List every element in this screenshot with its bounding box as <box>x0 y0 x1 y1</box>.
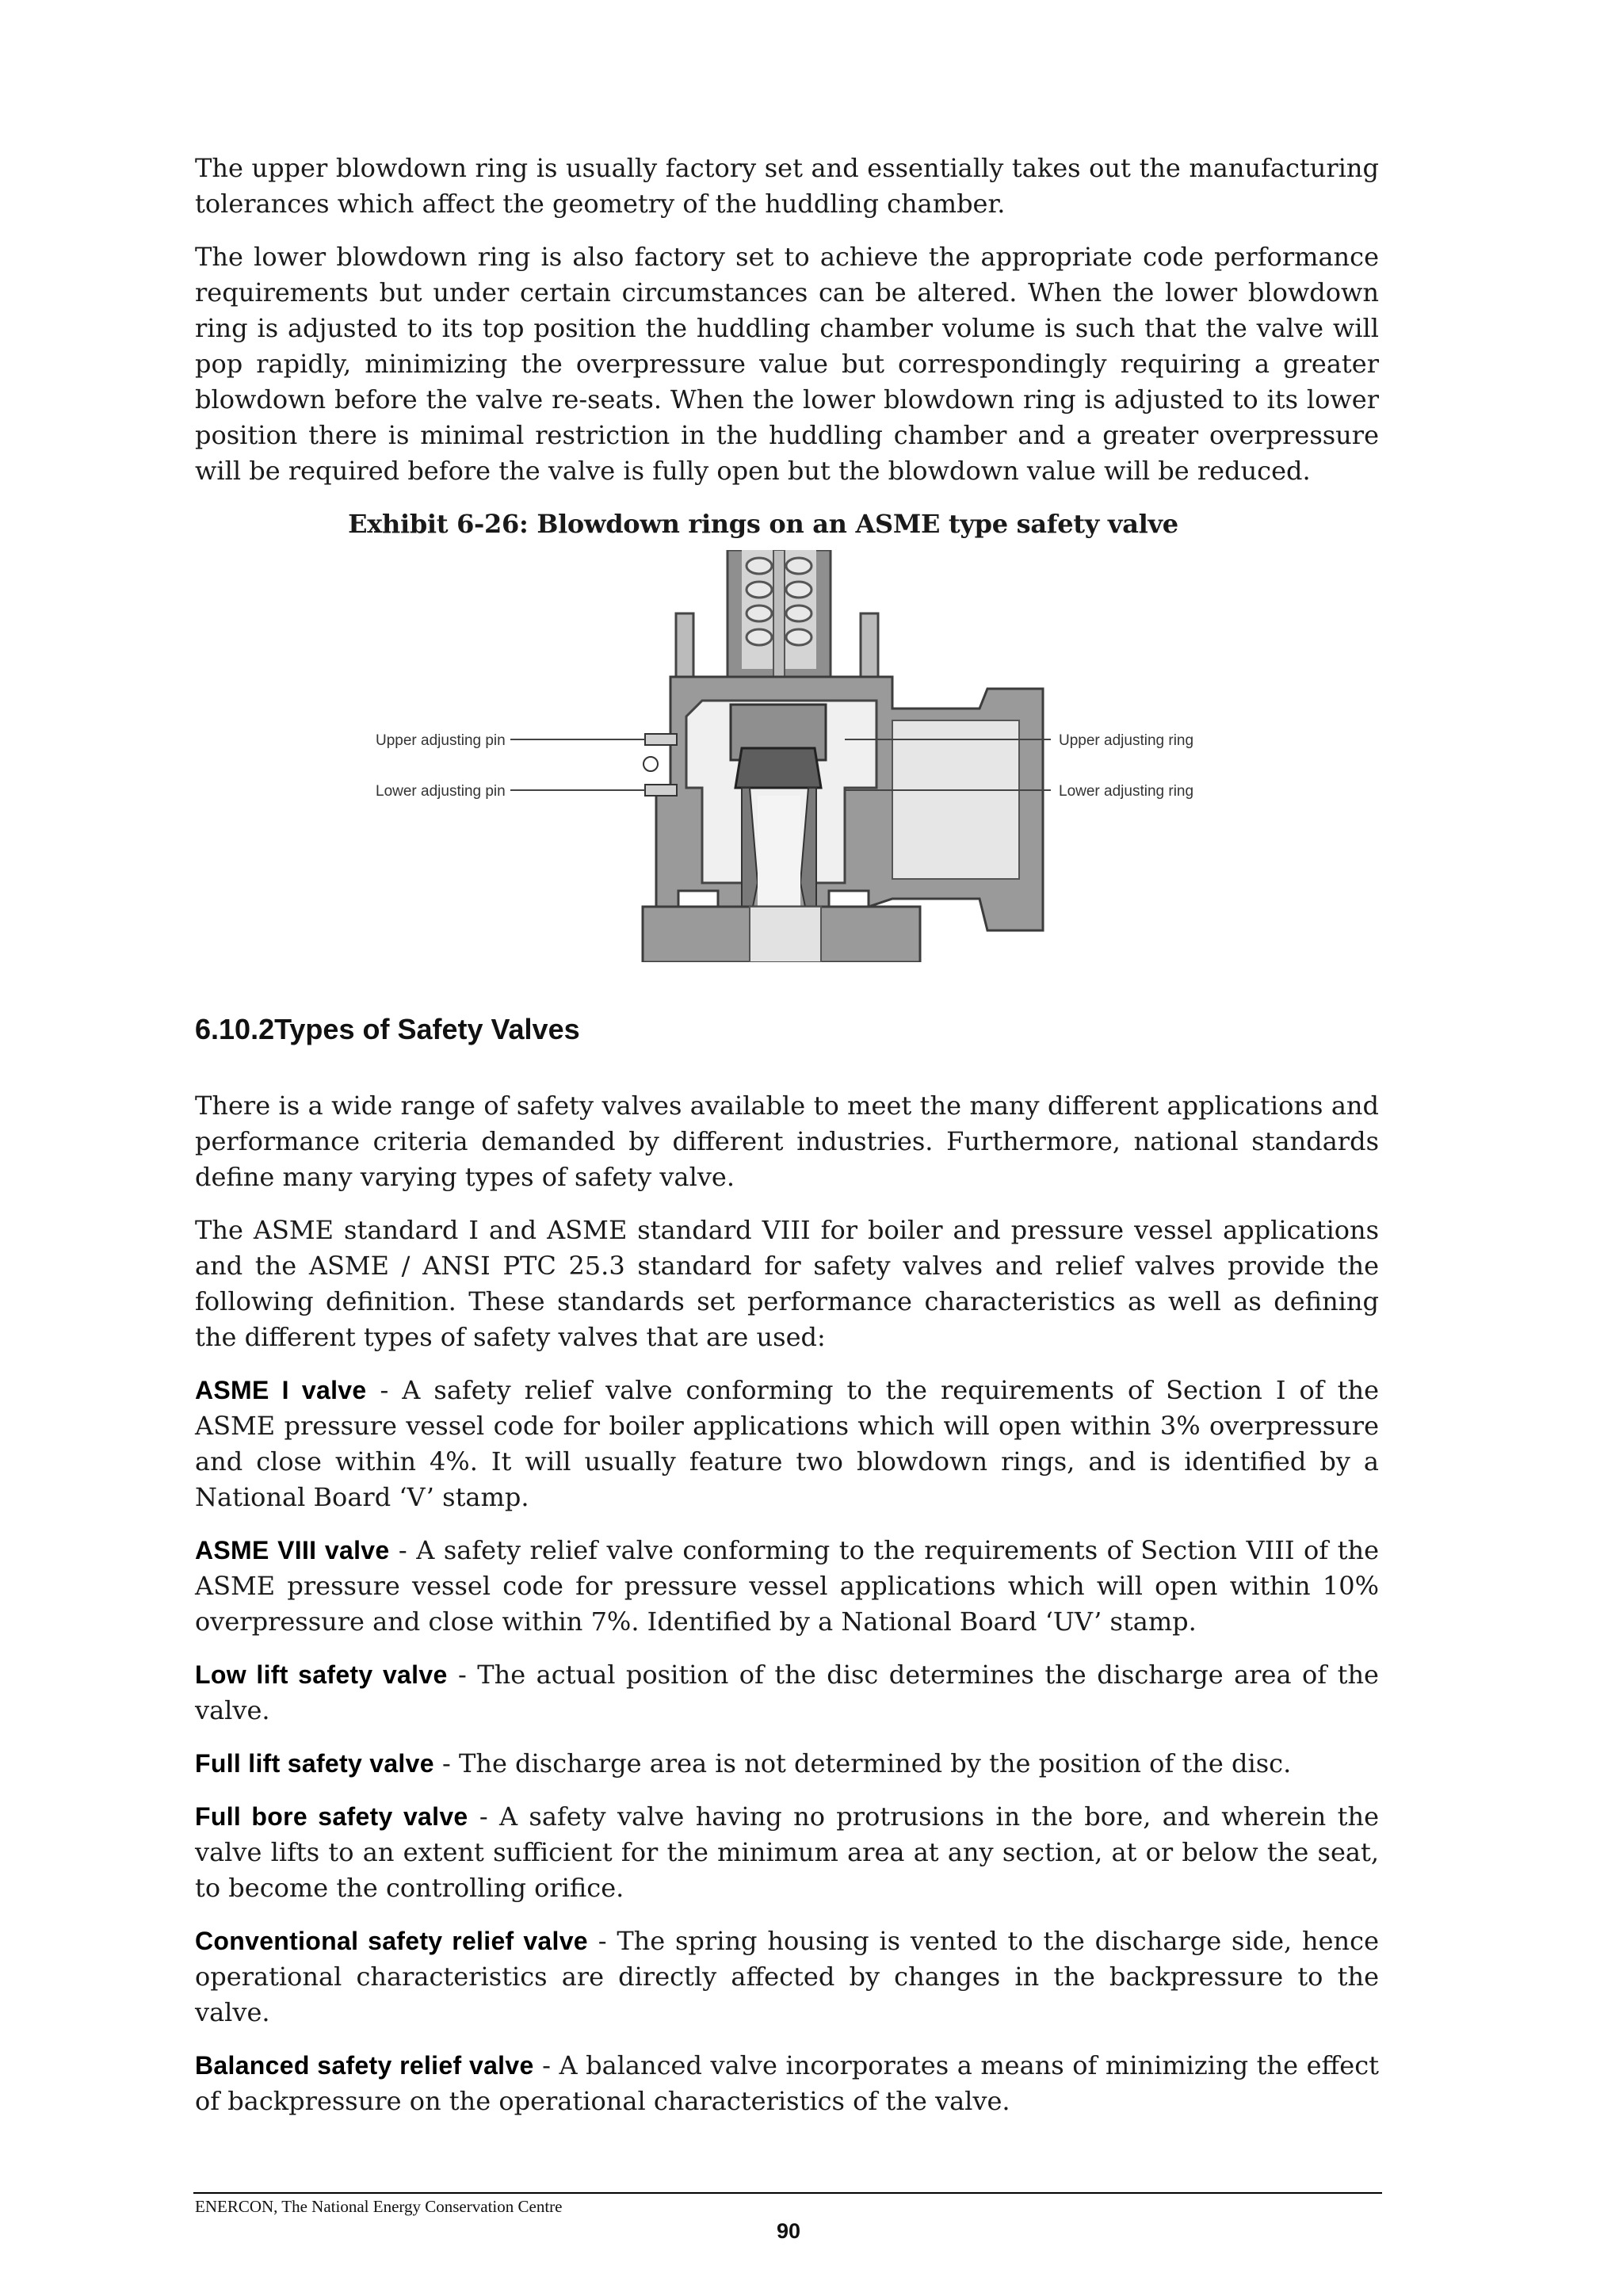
definition-term: ASME I valve <box>195 1376 367 1404</box>
definition-text: - A safety relief valve conforming to the requirements of Section I of the ASME pressure vessel code for boiler applications which will open within 3% overpressure and close within 4%. It will usually feature two blowdown rings, and is identified by a National Board ‘V’ stamp. <box>195 1375 1380 1512</box>
section-heading: 6.10.2Types of Safety Valves <box>195 1013 580 1045</box>
footer-divider <box>193 2192 1382 2194</box>
definition-term: Balanced safety relief valve <box>195 2051 534 2080</box>
paragraph: The upper blowdown ring is usually factory set and essentially takes out the manufacturing tolerances which affect the geometry of the huddling chamber. <box>195 153 1379 219</box>
definition-text: - A safety valve having no protrusions in the bore, and wherein the valve lifts to an extent sufficient for the minimum area at any section, at or below the seat, to become the controlling orifice. <box>195 1801 1380 1903</box>
definition-item <box>195 1657 1379 1729</box>
valve-figure <box>195 550 1379 962</box>
definition-term: ASME VIII valve <box>195 1536 390 1564</box>
document-page <box>195 151 1379 2137</box>
paragraph: There is a wide range of safety valves available to meet the many different applications and performance criteria demanded by different industries. Furthermore, national standards define many varying types of safety valve. <box>195 1091 1379 1192</box>
figure-caption: Exhibit 6-26: Blowdown rings on an ASME type safety valve <box>348 509 1178 539</box>
definition-item <box>195 2048 1379 2119</box>
definition-item <box>195 1533 1379 1640</box>
definition-text: - A safety relief valve conforming to the requirements of Section VIII of the ASME pressure vessel code for pressure vessel applications which will open within 10% overpressure and close within 7%. Identified by a National Board ‘UV’ stamp. <box>195 1535 1380 1637</box>
paragraph: The lower blowdown ring is also factory set to achieve the appropriate code performance requirements but under certain circumstances can be altered. When the lower blowdown ring is adjusted to its top position the huddling chamber volume is such that the valve will pop rapidly, minimizing the overpressure value but correspondingly requiring a greater blowdown before the valve re-seats. When the lower blowdown ring is adjusted to its lower position there is minimal restriction in the huddling chamber and a greater overpressure will be required before the valve is fully open but the blowdown value will be reduced. <box>195 242 1379 486</box>
paragraph: The ASME standard I and ASME standard VIII for boiler and pressure vessel applications and the ASME / ANSI PTC 25.3 standard for safety valves and relief valves provide the following definition. These standards set performance characteristics as well as defining the different types of safety valves that are used: <box>195 1215 1379 1352</box>
definition-item <box>195 1924 1379 2030</box>
label-upper-adjusting-pin: Upper adjusting pin <box>376 732 506 749</box>
footer-organization: ENERCON, The National Energy Conservation Centre <box>195 2197 563 2216</box>
definition-text: - The discharge area is not determined by the position of the disc. <box>433 1748 1292 1778</box>
label-upper-adjusting-ring: Upper adjusting ring <box>1059 732 1194 749</box>
definition-text: - A balanced valve incorporates a means of minimizing the effect of backpressure on the operational characteristics of the valve. <box>195 2050 1380 2116</box>
definition-item <box>195 1799 1379 1906</box>
label-lower-adjusting-ring: Lower adjusting ring <box>1059 783 1194 800</box>
page-number: 90 <box>776 2219 801 2243</box>
definition-item <box>195 1373 1379 1515</box>
definition-text: - The spring housing is vented to the discharge side, hence operational characteristics are directly affected by changes in the backpressure to the valve. <box>195 1926 1380 2027</box>
definition-item <box>195 1746 1379 1782</box>
definition-term: Conventional safety relief valve <box>195 1927 588 1955</box>
safety-valve-diagram <box>195 550 1379 962</box>
definition-text: - The actual position of the disc determines the discharge area of the valve. <box>195 1660 1379 1725</box>
label-lower-adjusting-pin: Lower adjusting pin <box>376 783 506 800</box>
definition-term: Full bore safety valve <box>195 1802 468 1831</box>
definition-term: Full lift safety valve <box>195 1749 434 1778</box>
definition-term: Low lift safety valve <box>195 1660 448 1689</box>
